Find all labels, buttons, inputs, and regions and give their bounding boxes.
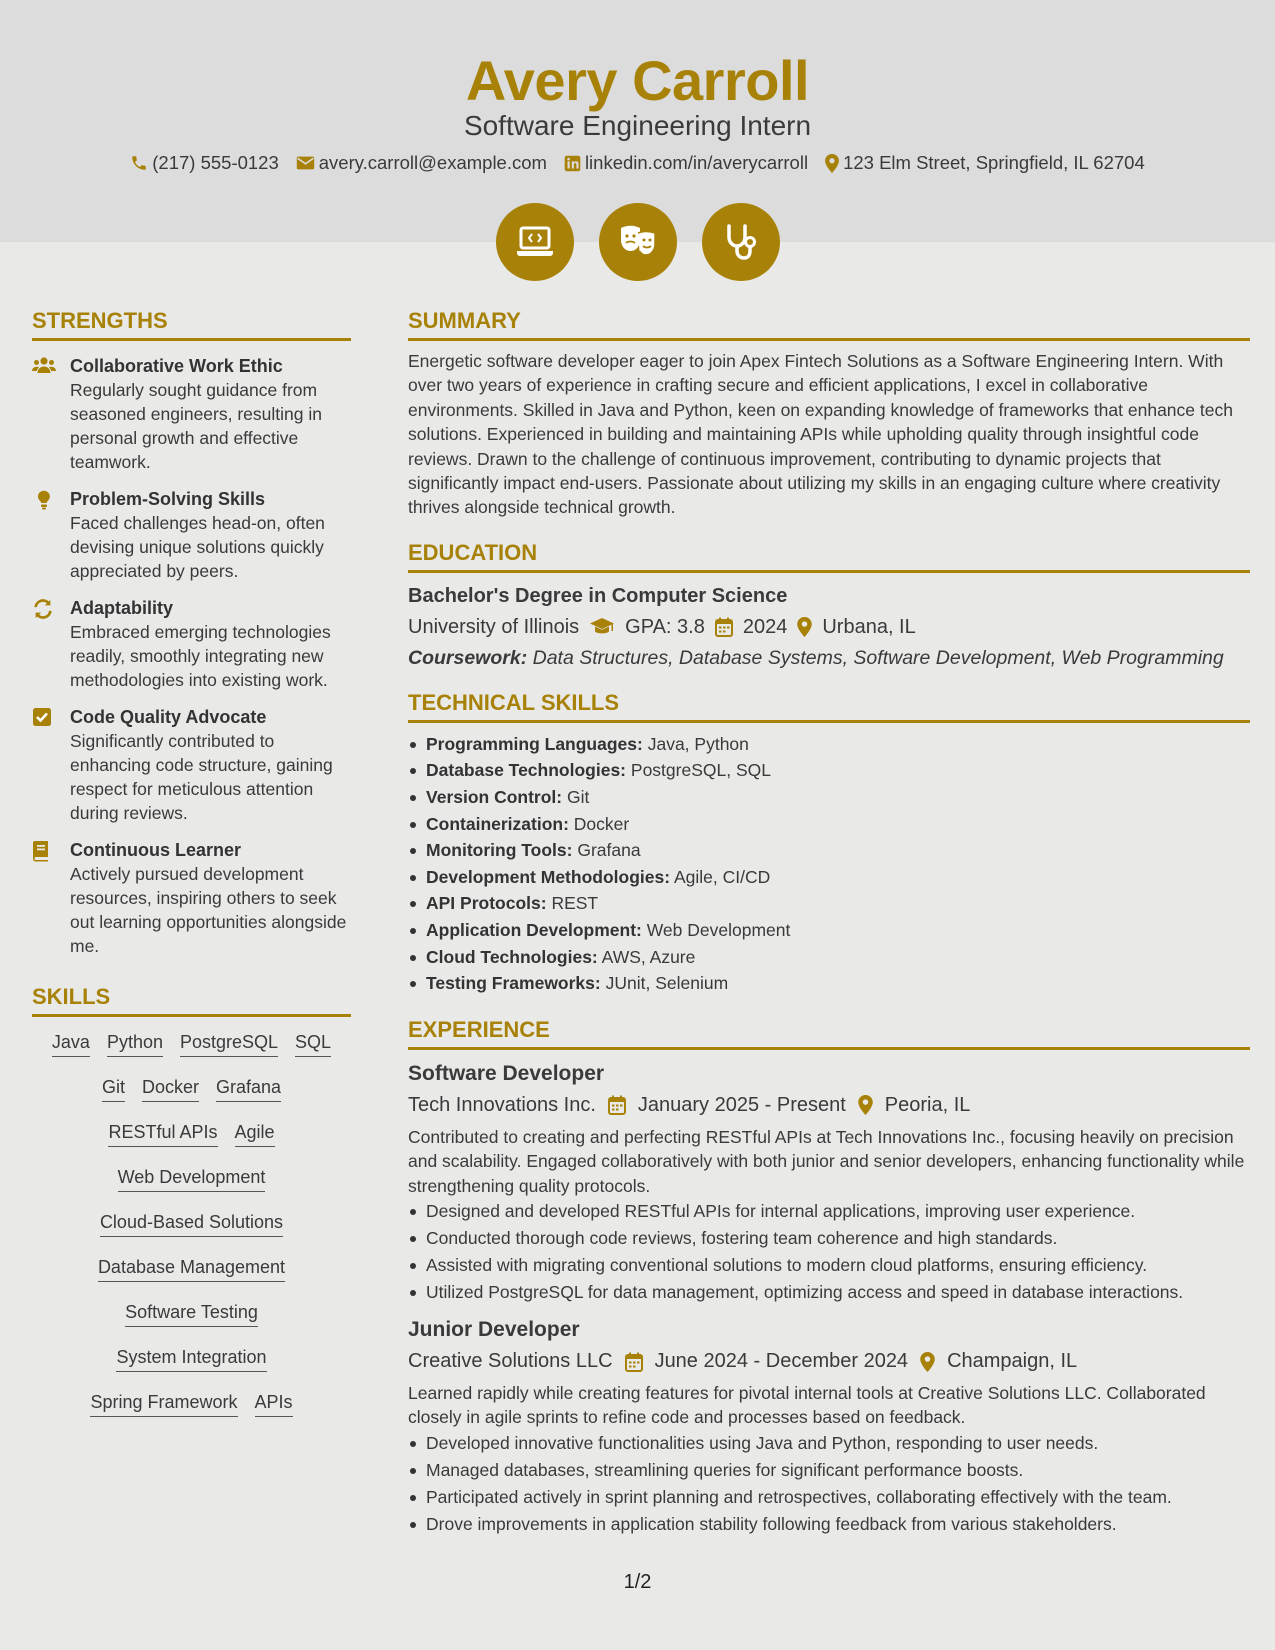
strength-item [32,838,351,958]
strength-title: Adaptability [70,598,174,618]
phone-text: (217) 555-0123 [152,152,279,173]
skill-tag: System Integration [116,1344,266,1372]
skill-tag: PostgreSQL [180,1029,278,1057]
company-name: Tech Innovations Inc. [408,1093,596,1116]
envelope-icon [296,155,315,171]
list-item: Participated actively in sprint planning and retrospectives, collaborating effectively with the team. [408,1484,1250,1511]
summary-text: Energetic software developer eager to join Apex Fintech Solutions as a Software Engineering Intern. With over two years of experience in crafting secure and efficient applications, I excel in collaborative environments. Skilled in Java and Python, keen on expanding knowledge of frameworks that enhance tech solutions. Experienced in building and maintaining APIs while upholding quality through insightful code reviews. Drawn to the challenge of continuous improvement, contributing to dynamic projects that significantly impact end-users. Passionate about utilizing my skills in an engaging culture where creativity thrives alongside technical growth. [408,351,1233,518]
strength-text: Regularly sought guidance from seasoned engineers, resulting in personal growth and effective teamwork. [70,380,322,472]
contact-email[interactable] [296,152,547,174]
skill-row [32,1119,351,1164]
strength-text: Significantly contributed to enhancing code structure, gaining respect for meticulous attention during reviews. [70,731,333,823]
linkedin-text: linkedin.com/in/averycarroll [584,152,809,173]
skill-tag: SQL [295,1029,331,1057]
map-marker-icon [797,617,812,637]
book-icon [32,838,70,958]
degree-name: Bachelor's Degree in Computer Science [408,584,788,607]
list-item: Assisted with migrating conventional solutions to modern cloud platforms, ensuring efficiency. [408,1252,1250,1279]
linkedin-icon [564,155,581,172]
skills-title: SKILLS [32,984,351,1017]
strength-text: Actively pursued development resources, inspiring others to seek out learning opportunities alongside me. [70,864,347,956]
map-marker-icon [825,154,839,173]
coursework-line [408,647,1250,670]
skill-tag: Grafana [216,1074,281,1102]
job-dates: January 2025 - Present [637,1093,846,1116]
list-item: Managed databases, streamlining queries for significant performance boosts. [408,1457,1250,1484]
skill-tag: APIs [255,1389,293,1417]
technical-skills-list [408,731,1250,997]
job-entry [408,1318,1250,1538]
calendar-icon [625,1352,643,1372]
education-section [408,540,1250,670]
gpa-value: GPA: 3.8 [625,615,705,638]
skill-tag: Git [102,1074,125,1102]
company-name: Creative Solutions LLC [408,1350,613,1372]
skill-row [32,1344,351,1389]
map-marker-icon [920,1352,935,1372]
list-item: Version Control: Git [408,784,1250,811]
list-item: Database Technologies: PostgreSQL, SQL [408,757,1250,784]
phone-icon [130,154,148,172]
list-item: Containerization: Docker [408,811,1250,838]
strength-item [32,705,351,825]
left-column [32,308,351,1434]
skill-tag: RESTful APIs [108,1119,217,1147]
list-item: Programming Languages: Java, Python [408,731,1250,758]
school-name: University of Illinois [408,615,580,638]
graduation-cap-icon [589,617,615,637]
contact-phone[interactable] [130,152,279,174]
strength-title: Collaborative Work Ethic [70,356,283,376]
badge-row [0,203,1275,281]
school-location: Urbana, IL [822,615,916,638]
technical-skills-title: TECHNICAL SKILLS [408,690,1250,723]
candidate-role: Software Engineering Intern [463,110,812,141]
strengths-title: STRENGTHS [32,308,351,341]
job-description: Learned rapidly while creating features for pivotal internal tools at Creative Solutions LLC. Collaborated closely in agile sprints to refine code and processes based on feedback. [408,1383,1206,1428]
strength-item [32,596,351,692]
coursework-label: Coursework: [408,646,528,669]
list-item: Monitoring Tools: Grafana [408,837,1250,864]
experience-section [408,1017,1250,1538]
list-item: Drove improvements in application stability following feedback from various stakeholders. [408,1511,1250,1538]
page-number: 1/2 [623,1571,652,1593]
strength-text: Faced challenges head-on, often devising unique solutions quickly appreciated by peers. [70,513,325,581]
job-title: Software Developer [408,1061,605,1085]
experience-title: EXPERIENCE [408,1017,1250,1050]
list-item: Developed innovative functionalities using Java and Python, responding to user needs. [408,1430,1250,1457]
skill-tag: Agile [235,1119,275,1147]
skill-row [32,1299,351,1344]
job-bullets [408,1430,1250,1538]
stethoscope-icon [702,203,780,281]
list-item: Conducted thorough code reviews, fostering team coherence and high standards. [408,1225,1250,1252]
skill-tag: Software Testing [125,1299,258,1327]
strength-item [32,487,351,583]
skill-row [32,1029,351,1074]
strength-title: Continuous Learner [70,840,242,860]
education-meta [408,616,1250,639]
job-meta [408,1350,1250,1373]
list-item: Cloud Technologies: AWS, Azure [408,944,1250,971]
skill-tag: Database Management [98,1254,285,1282]
theater-masks-icon [599,203,677,281]
job-title: Junior Developer [408,1318,580,1341]
list-item: Designed and developed RESTful APIs for internal applications, improving user experience. [408,1198,1250,1225]
contact-address [825,152,1145,174]
coursework-list: Data Structures, Database Systems, Software Development, Web Programming [532,646,1224,669]
email-text: avery.carroll@example.com [318,152,547,173]
calendar-icon [715,617,733,637]
job-description: Contributed to creating and perfecting RESTful APIs at Tech Innovations Inc., focusing heavily on precision and scalability. Engaged collaboratively with both junior and senior developers, enhancing functionality while strengthening quality protocols. [408,1126,1245,1196]
education-title: EDUCATION [408,540,1250,573]
skill-tag: Cloud-Based Solutions [100,1209,283,1237]
job-dates: June 2024 - December 2024 [654,1350,909,1372]
calendar-icon [608,1095,626,1115]
strength-item [32,354,351,474]
lightbulb-icon [32,487,70,583]
skill-row [32,1209,351,1254]
job-bullets [408,1198,1250,1306]
list-item: API Protocols: REST [408,890,1250,917]
address-text: 123 Elm Street, Springfield, IL 62704 [843,152,1145,173]
skill-row [32,1254,351,1299]
skill-tag: Spring Framework [90,1389,237,1417]
contact-bar [0,152,1275,174]
technical-skills-section [408,690,1250,997]
skill-row [32,1164,351,1209]
job-meta [408,1094,1250,1117]
strength-title: Code Quality Advocate [70,707,267,727]
skill-tag: Docker [142,1074,199,1102]
skill-tag: Python [107,1029,163,1057]
sync-icon [32,596,70,692]
contact-linkedin[interactable] [564,152,808,174]
skill-tag: Web Development [118,1164,266,1192]
laptop-code-icon [496,203,574,281]
right-column [408,308,1250,1538]
summary-title: SUMMARY [408,308,1250,341]
strength-text: Embraced emerging technologies readily, smoothly integrating new methodologies into existing work. [70,622,331,690]
job-entry [408,1062,1250,1306]
skill-row [32,1074,351,1119]
skill-row [32,1389,351,1434]
strength-title: Problem-Solving Skills [70,489,266,509]
skill-tags [32,1029,351,1434]
users-icon [32,354,70,474]
list-item: Application Development: Web Development [408,917,1250,944]
list-item: Development Methodologies: Agile, CI/CD [408,864,1250,891]
list-item: Testing Frameworks: JUnit, Selenium [408,970,1250,997]
map-marker-icon [858,1095,873,1115]
list-item: Utilized PostgreSQL for data management, optimizing access and speed in database interactions. [408,1279,1250,1306]
job-location: Champaign, IL [947,1350,1078,1372]
job-location: Peoria, IL [884,1093,971,1116]
graduation-year: 2024 [742,615,788,638]
candidate-name: Avery Carroll [465,49,810,112]
skill-tag: Java [52,1029,90,1057]
check-square-icon [32,705,70,825]
